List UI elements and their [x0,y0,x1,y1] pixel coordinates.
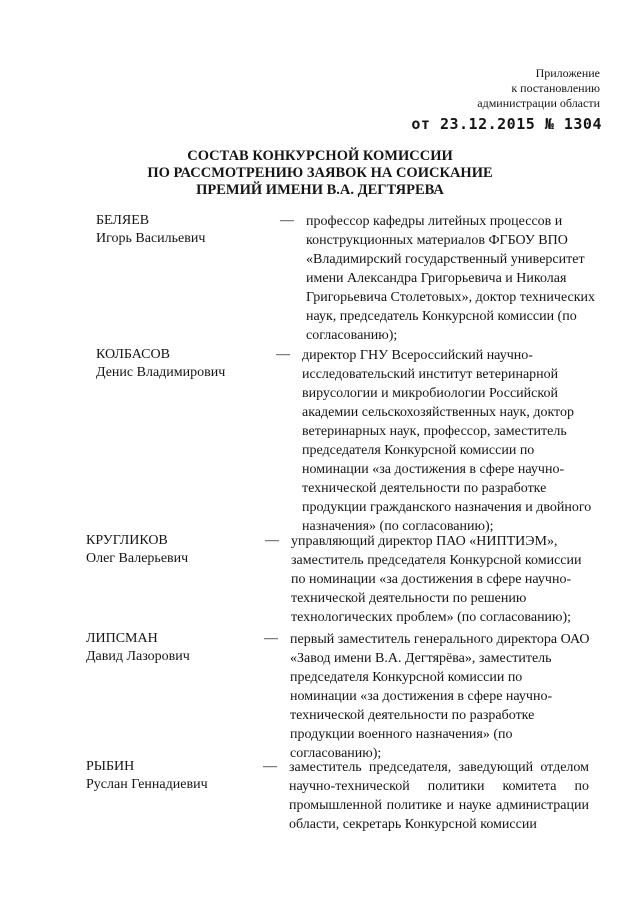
member-surname: КОЛБАСОВ [96,347,170,362]
member-given-name: Денис Владимирович [96,365,226,380]
member-surname: РЫБИН [86,759,135,774]
member-given-name: Игорь Васильевич [96,231,206,246]
member-description: управляющий директор ПАО «НИПТИЭМ», заместитель председателя Конкурсной комиссии по номинации «за достижения в сфере научно-технической деятельности по решению технологических проблем» (по согласованию); [291,534,582,625]
title-line-2: ПО РАССМОТРЕНИЮ ЗАЯВОК НА СОИСКАНИЕ [147,165,493,181]
member-surname: КРУГЛИКОВ [86,533,168,548]
member-description: профессор кафедры литейных процессов и конструкционных материалов ФГБОУ ВПО «Владимирский государственный университет имени Александра Григорьевича и Николая Григорьевича Столетовых», доктор технических наук, председатель Конкурсной комиссии (по согласованию); [306,214,596,343]
member-given-name: Давид Лазорович [86,649,190,664]
appendix-line-3: администрации области [477,96,600,110]
dash-separator: — [265,533,279,548]
member-description: директор ГНУ Всероссийский научно-исследовательский институт ветеринарной вирусологии и микробиологии Российской академии сельскохозяйственных наук, доктор ветеринарных наук, профессор, заместитель председателя Конкурсной комиссии по номинации «за достижения в сфере научно-технической деятельности по разработке продукции гражданского назначения и двойного назначения» (по согласованию); [302,348,592,534]
dash-separator: — [280,213,294,228]
order-date-number: от 23.12.2015 № 1304 [411,115,602,133]
title-line-3: ПРЕМИЙ ИМЕНИ В.А. ДЕГТЯРЕВА [196,182,444,198]
dash-separator: — [264,631,278,646]
title-line-1: СОСТАВ КОНКУРСНОЙ КОМИССИИ [187,148,453,164]
appendix-line-1: Приложение [535,66,600,80]
member-given-name: Олег Валерьевич [86,551,189,566]
member-given-name: Руслан Геннадиевич [86,777,208,792]
dash-separator: — [276,347,290,362]
document-title [0,148,640,199]
appendix-header [400,66,600,111]
dash-separator: — [263,759,277,774]
appendix-line-2: к постановлению [511,81,600,95]
member-surname: БЕЛЯЕВ [96,213,150,228]
member-description: первый заместитель генерального директора ОАО «Завод имени В.А. Дегтярёва», заместитель председателя Конкурсной комиссии по номинации «за достижения в сфере научно-технической деятельности по разработке продукции военного назначения» (по согласованию); [290,632,590,761]
member-surname: ЛИПСМАН [86,631,158,646]
member-description: заместитель председателя, заведующий отделом научно-технической политики комитета по промышленной политике и науке администрации области, секретарь Конкурсной комиссии [289,760,589,832]
